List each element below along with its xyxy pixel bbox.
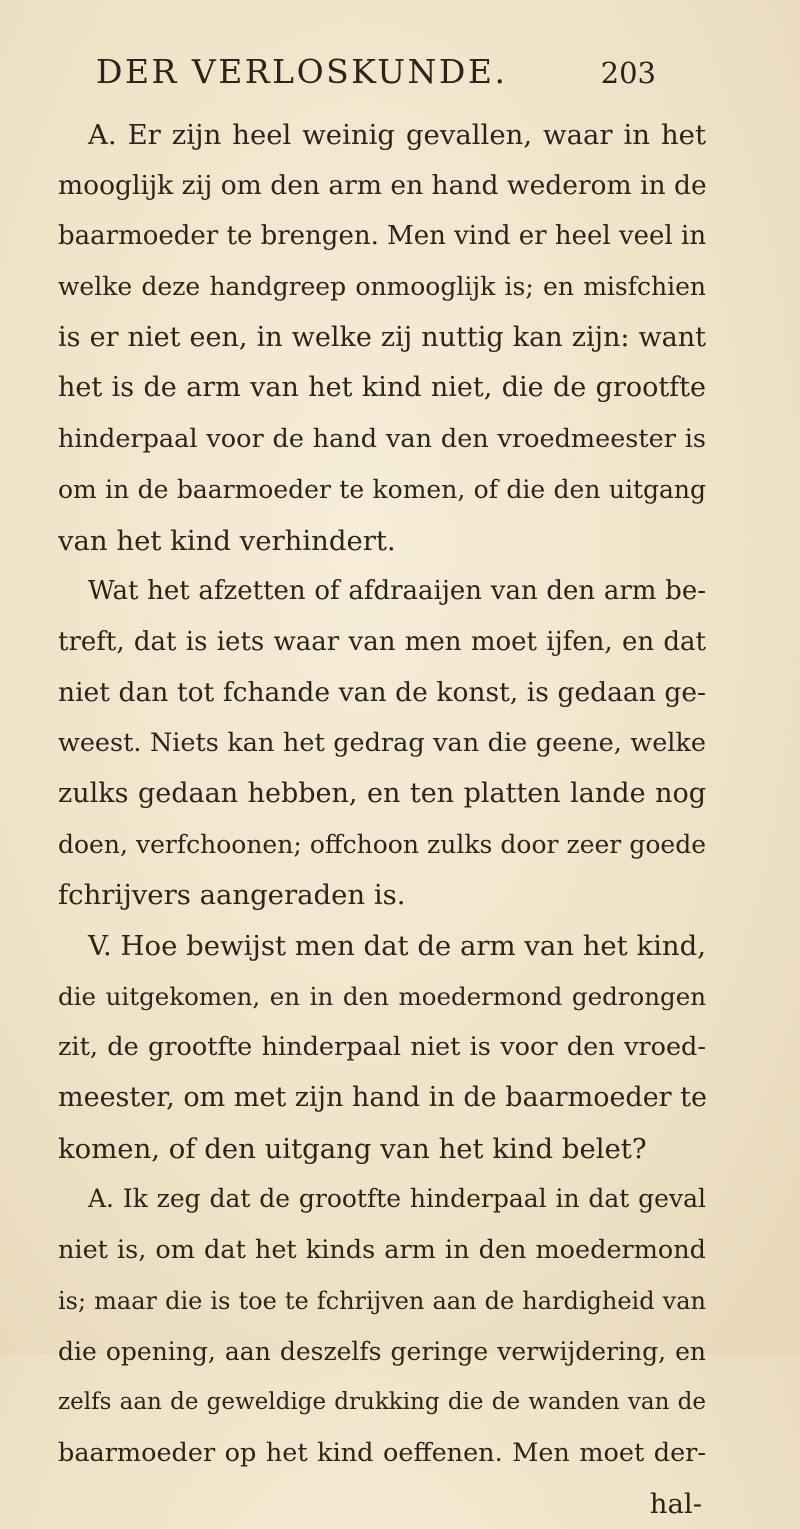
catchword: hal- xyxy=(649,1487,702,1520)
text-line: komen, of den uitgang van het kind belet? xyxy=(58,1132,647,1165)
text-line: treft, dat is iets waar van men moet ijfen, en dat xyxy=(58,626,706,657)
text-line: Wat het afzetten of afdraaijen van den arm be- xyxy=(88,576,706,607)
text-line: die uitgekomen, en in den moedermond gedrongen xyxy=(58,981,706,1011)
body-text xyxy=(58,110,706,1529)
text-line: niet dan tot fchande van de konst, is gedaan ge- xyxy=(58,676,706,708)
text-line: niet is, om dat het kinds arm in den moedermond xyxy=(58,1235,706,1266)
text-line: zit, de grootfte hinderpaal niet is voor den vroed- xyxy=(58,1032,706,1063)
text-line: zelfs aan de geweldige drukking die de wanden van de xyxy=(58,1389,706,1416)
text-line: doen, verfchoonen; offchoon zulks door zeer goede xyxy=(58,829,706,859)
running-title: DER VERLOSKUNDE. xyxy=(96,52,508,91)
text-line: is; maar die is toe te fchrijven aan de hardigheid van xyxy=(58,1286,706,1315)
page-header xyxy=(96,52,656,102)
text-line: weest. Niets kan het gedrag van die geene, welke xyxy=(58,728,706,759)
text-line: hinderpaal voor de hand van den vroedmeester is xyxy=(58,424,706,455)
text-line: is er niet een, in welke zij nuttig kan zijn: want xyxy=(58,321,706,353)
text-line: om in de baarmoeder te komen, of die den uitgang xyxy=(58,474,706,504)
text-line: het is de arm van het kind niet, die de grootfte xyxy=(58,372,706,404)
page-number: 203 xyxy=(600,56,656,90)
text-line: A. Er zijn heel weinig gevallen, waar in het xyxy=(88,119,706,151)
text-line: meester, om met zijn hand in de baarmoeder te xyxy=(58,1082,708,1114)
text-line: van het kind verhindert. xyxy=(58,524,396,557)
text-line: zulks gedaan hebben, en ten platten lande nog xyxy=(58,777,706,809)
text-line: A. Ik zeg dat de grootfte hinderpaal in dat geval xyxy=(88,1184,706,1214)
text-line: welke deze handgreep onmooglijk is; en misfchien xyxy=(58,272,706,302)
text-line: fchrijvers aangeraden is. xyxy=(58,879,406,912)
text-line: baarmoeder op het kind oeffenen. Men moet der- xyxy=(58,1437,706,1468)
text-line: die opening, aan deszelfs geringe verwijdering, en xyxy=(58,1336,706,1366)
text-line: V. Hoe bewijst men dat de arm van het kind, xyxy=(88,930,706,962)
text-line: mooglijk zij om den arm en hand wederom in de xyxy=(58,169,707,201)
text-line: baarmoeder te brengen. Men vind er heel veel in xyxy=(58,221,707,252)
